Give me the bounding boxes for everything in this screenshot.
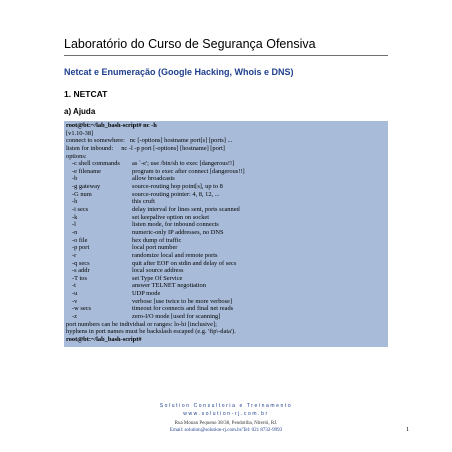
option-flag-column: [72, 290, 132, 298]
option-flag-column: [72, 252, 132, 260]
option-flag-column: [72, 282, 132, 290]
option-flag: -T tos: [72, 274, 87, 282]
option-description: listen mode, for inbound connects: [132, 221, 219, 229]
option-row: [66, 298, 386, 306]
option-description: numeric-only IP addresses, no DNS: [132, 228, 224, 236]
option-description: this cruft: [132, 198, 155, 206]
option-flag-column: [72, 160, 132, 168]
option-row: [66, 252, 386, 260]
option-flag: -o file: [72, 236, 88, 244]
terminal-line: listen for inbound: nc -l -p port [-options] [hostname] [port]: [66, 144, 225, 152]
option-row: [66, 198, 386, 206]
option-flag: -p port: [72, 244, 90, 252]
option-flag: -h: [72, 198, 78, 206]
option-flag-column: [72, 183, 132, 191]
option-row: [66, 229, 386, 237]
option-flag: -u: [72, 290, 78, 298]
option-description: allow broadcasts: [132, 175, 175, 183]
option-flag-column: [72, 214, 132, 222]
option-flag: -z: [72, 313, 77, 321]
option-row: [66, 214, 386, 222]
option-flag-column: [72, 267, 132, 275]
option-row: [66, 290, 386, 298]
terminal-line: root@bt:~/lab_bash-script#: [66, 335, 142, 343]
option-row: [66, 160, 386, 168]
option-row: [66, 206, 386, 214]
option-description: program to exec after connect [dangerous!!]: [132, 167, 245, 175]
terminal-line: hyphens in port names must be backslash escaped (e.g. 'ftp\-data').: [66, 328, 236, 336]
option-flag-column: [72, 206, 132, 214]
terminal-line: root@bt:~/lab_bash-script# nc -h: [66, 122, 157, 129]
option-flag-column: [72, 198, 132, 206]
option-row: [66, 221, 386, 229]
option-flag-column: [72, 175, 132, 183]
option-flag-column: [72, 191, 132, 199]
terminal-line: options:: [66, 152, 87, 160]
option-row: [66, 244, 386, 252]
option-description: timeout for connects and final net reads: [132, 305, 234, 313]
option-description: randomize local and remote ports: [132, 251, 218, 259]
option-flag-column: [72, 237, 132, 245]
terminal-output: [64, 121, 388, 347]
section-heading: 1. NETCAT: [64, 89, 108, 99]
option-flag: -b: [72, 175, 78, 183]
title-divider: [64, 55, 388, 56]
option-description: set keepalive option on socket: [132, 213, 210, 221]
option-description: source-routing hop point[s], up to 8: [132, 183, 223, 191]
option-flag: -q secs: [72, 259, 90, 267]
option-row: [66, 305, 386, 313]
terminal-line: connect to somewhere: nc [-options] hostname port[s] [ports] ...: [66, 137, 233, 145]
option-flag-column: [72, 260, 132, 268]
option-row: [66, 313, 386, 321]
option-flag: -s addr: [72, 267, 90, 275]
option-description: UDP mode: [132, 290, 161, 298]
option-flag-column: [72, 298, 132, 306]
terminal-line: port numbers can be individual or ranges: lo-hi [inclusive];: [66, 320, 217, 328]
option-flag-column: [72, 244, 132, 252]
option-flag: -c shell commands: [72, 160, 120, 168]
option-flag: -k: [72, 213, 78, 221]
option-description: quit after EOF on stdin and delay of secs: [132, 259, 237, 267]
option-flag: -v: [72, 297, 78, 305]
subsection-heading: a) Ajuda: [64, 107, 96, 116]
option-flag: -i secs: [72, 206, 89, 214]
footer-website-link[interactable]: www.solution-rj.com.br: [183, 411, 269, 417]
option-flag: -G num: [72, 190, 92, 198]
option-flag: -n: [72, 228, 78, 236]
option-flag: -l: [72, 221, 76, 229]
option-flag: -w secs: [72, 305, 91, 313]
option-flag-column: [72, 275, 132, 283]
option-flag-column: [72, 168, 132, 176]
option-row: [66, 282, 386, 290]
footer-company-name: Solution Consultoria e Treinamento: [159, 403, 293, 409]
option-flag-column: [72, 221, 132, 229]
option-flag-column: [72, 313, 132, 321]
option-description: verbose [use twice to be more verbose]: [132, 297, 233, 305]
option-flag: -t: [72, 282, 76, 290]
option-description: as `-e'; use /bin/sh to exec [dangerous!!]: [132, 160, 235, 168]
footer-address: Rua Monan Pequeno 38/38, Pendotiba, Niterói, RJ.: [174, 421, 278, 426]
option-description: local port number: [132, 244, 178, 252]
option-flag: -r: [72, 251, 77, 259]
option-description: zero-I/O mode [used for scanning]: [132, 313, 221, 321]
option-description: set Type Of Service: [132, 274, 183, 282]
option-row: [66, 175, 386, 183]
option-description: source-routing pointer: 4, 8, 12, ...: [132, 190, 220, 198]
option-row: [66, 267, 386, 275]
footer-contact: Email: solution@solution-rj.com.br/Tel: 021 8732-9993: [169, 428, 283, 433]
option-row: [66, 260, 386, 268]
option-flag-column: [72, 305, 132, 313]
section-title: Netcat e Enumeração (Google Hacking, Whois e DNS): [64, 67, 294, 77]
option-flag: -g gateway: [72, 183, 101, 191]
option-row: [66, 183, 386, 191]
terminal-line: [v1.10-38]: [66, 129, 94, 137]
option-row: [66, 168, 386, 176]
option-flag-column: [72, 229, 132, 237]
page-number: 1: [406, 426, 410, 433]
option-row: [66, 237, 386, 245]
option-description: local source address: [132, 267, 184, 275]
option-row: [66, 275, 386, 283]
option-description: delay interval for lines sent, ports scanned: [132, 206, 240, 214]
option-row: [66, 191, 386, 199]
option-flag: -e filename: [72, 167, 101, 175]
option-description: hex dump of traffic: [132, 236, 182, 244]
option-description: answer TELNET negotiation: [132, 282, 206, 290]
document-title: Laboratório do Curso de Segurança Ofensiva: [64, 37, 316, 51]
